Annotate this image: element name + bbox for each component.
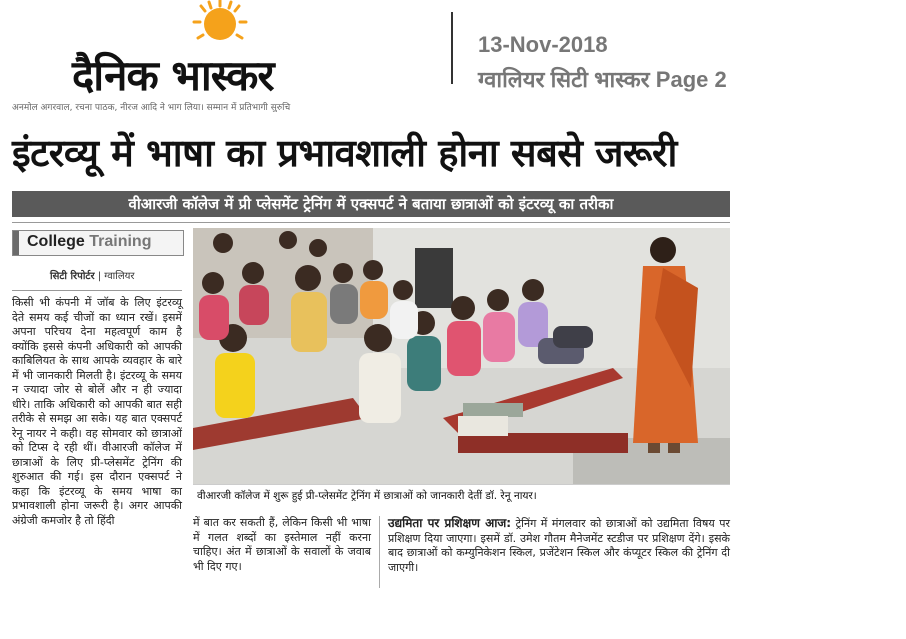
article-subhead: वीआरजी कॉलेज में प्री प्लेसमेंट ट्रेनिंग में एक्सपर्ट ने बताया छात्राओं को इंटरव्यू का तरीका xyxy=(12,191,730,217)
column-3-body: ट्रेनिंग में मंगलवार को छात्राओं को उद्यमिता विषय पर प्रशिक्षण दिया जाएगा। इसमें डॉ. उमेश गौतम मैनेजमेंट स्टडीज पर प्रशिक्षण देंगे। इसके बाद छात्राओं को कम्युनिकेशन स्किल, प्रजेंटेशन स्किल और कंप्यूटर स्किल की ट्रेनिंग दी जाएगी। xyxy=(388,517,730,574)
category-bar xyxy=(13,231,19,255)
byline-place: ग्वालियर xyxy=(104,271,135,282)
byline: सिटी रिपोर्टर | ग्वालियर xyxy=(50,271,135,282)
sun-logo-icon xyxy=(192,0,248,48)
category-text xyxy=(27,233,151,251)
article-column-1: किसी भी कंपनी में जॉब के लिए इंटरव्यू देते समय कई चीजों का ध्यान रखें। इसमें अपना परिचय देना महत्वपूर्ण काम है क्योंकि इससे कंपनी अधिकारी को आपकी काबिलियत के साथ आपके व्यवहार के बारे में भी जानकारी मिलती है। इंटरव्यू के समय न ज्यादा जोर से बोलें और न ही ज्यादा धीरे। ताकि अधिकारी को आपकी बात सही तरीके से समझ आ सके। यह बात एक्सपर्ट रेनू नायर ने कही। वह सोमवार को छात्राओं को टिप्स दे रही थीं। वीआरजी कॉलेज में छात्राओं के लिए प्री-प्लेसमेंट ट्रेनिंग की शुरुआत की गई। इस दौरान एक्सपर्ट ने कहा कि इंटरव्यू के समय भाषा का प्रभावशाली होना जरूरी है। अगर आपकी अंग्रेजी कमजोर है तो हिंदी xyxy=(12,296,182,527)
edition-page: ग्वालियर सिटी भास्कर Page 2 xyxy=(478,67,727,92)
article-column-3 xyxy=(388,516,730,575)
article-column-2: में बात कर सकती हैं, लेकिन किसी भी भाषा में गलत शब्दों का इस्तेमाल नहीं करना चाहिए। अंत में छात्राओं के सवालों के जवाब भी दिए गए। xyxy=(193,516,371,573)
photo-caption: वीआरजी कॉलेज में शुरू हुई प्री-प्लेसमेंट ट्रेनिंग में छात्राओं को जानकारी देतीं डॉ. रेनू नायर। xyxy=(193,484,730,506)
newspaper-logo: दैनिक भास्कर xyxy=(72,51,274,100)
category-part2: Training xyxy=(89,233,152,250)
column-3-lead: उद्यमिता पर प्रशिक्षण आज: xyxy=(388,516,512,530)
article-photo xyxy=(193,228,730,484)
header-divider xyxy=(451,12,453,84)
divider xyxy=(12,222,730,223)
previous-article-cutline: अनमोल अगरवाल, रचना पाठक, नीरज आदि ने भाग लिया। सम्मान में प्रतिभागी सुरुचि xyxy=(12,103,291,112)
divider xyxy=(12,290,182,291)
column-separator xyxy=(379,516,380,588)
category-label xyxy=(12,230,184,256)
category-part1: College xyxy=(27,233,85,250)
article-headline: इंटरव्यू में भाषा का प्रभावशाली होना सबसे जरूरी xyxy=(12,131,677,175)
byline-reporter: सिटी रिपोर्टर xyxy=(50,271,95,282)
publication-date: 13-Nov-2018 xyxy=(478,32,608,57)
